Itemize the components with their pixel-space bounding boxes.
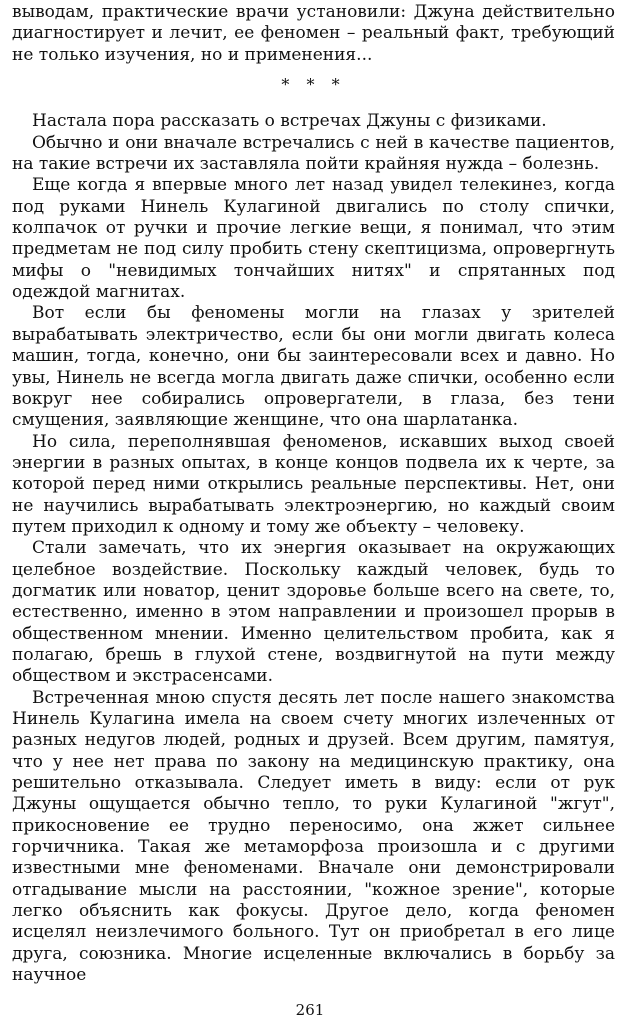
paragraph-6: Но сила, переполнявшая феноменов, искавших выход своей энергии в разных опытах, в конце концов подвела их к черте, за которой перед ними открылись реальные перспективы. Нет, они не научились вырабатывать электроэнергию, но каждый своим путем приходил к одному и тому же объекту – человеку.: [12, 431, 615, 537]
paragraph-7: Стали замечать, что их энергия оказывает на окружающих целебное воздействие. Поскольку каждый человек, будь то догматик или новатор, ценит здоровье больше всего на свете, то, естественно, именно в этом направлении и произошел прорыв в общественном мнении. Именно целительством пробита, как я полагаю, брешь в глухой стене, воздвигнутой на пути между обществом и экстрасенсами.: [12, 538, 615, 687]
paragraph-5: Вот если бы феномены могли на глазах у зрителей вырабатывать электричество, если бы они могли двигать колеса машин, тогда, конечно, они бы заинтересовали всех и давно. Но увы, Нинель не всегда могла двигать даже спички, особенно если вокруг нее собирались опровергатели, в глаза, без тени смущения, заявляющие женщине, что она шарлатанка.: [12, 303, 615, 431]
paragraph-3: Обычно и они вначале встречались с ней в качестве пациентов, на такие встречи их заставляла пойти крайняя нужда – болезнь.: [12, 132, 615, 175]
section-separator: * * *: [281, 75, 346, 95]
page-body: [12, 2, 615, 986]
paragraph-2: Настала пора рассказать о встречах Джуны с физиками.: [32, 111, 547, 132]
paragraph-1: выводам, практические врачи установили: Джуна действительно диагностирует и лечит, ее феномен – реальный факт, требующий не только изучения, но и применения...: [12, 2, 615, 65]
paragraph-4: Еще когда я впервые много лет назад увидел телекинез, когда под руками Нинель Кулагиной двигались по столу спички, колпачок от ручки и прочие легкие вещи, я понимал, что этим предметам не под силу пробить стену скептицизма, опровергнуть мифы о "невидимых тончайших нитях" и спрятанных под одеждой магнитах.: [12, 175, 615, 303]
page-number: 261: [295, 1001, 325, 1019]
paragraph-8: Встреченная мною спустя десять лет после нашего знакомства Нинель Кулагина имела на своем счету многих излеченных от разных недугов людей, родных и друзей. Всем другим, памятуя, что у нее нет права по закону на медицинскую практику, она решительно отказывала. Следует иметь в виду: если от рук Джуны ощущается обычно тепло, то руки Кулагиной "жгут", прикосновение ее трудно переносимо, она жжет сильнее горчичника. Такая же метаморфоза произошла и с другими известными мне феноменами. Вначале они демонстрировали отгадывание мысли на расстоянии, "кожное зрение", которые легко объяснить как фокусы. Другое дело, когда феномен исцелял неизлечимого больного. Тут он приобретал в его лице друга, союзника. Многие исцеленные включались в борьбу за научное: [12, 687, 615, 986]
